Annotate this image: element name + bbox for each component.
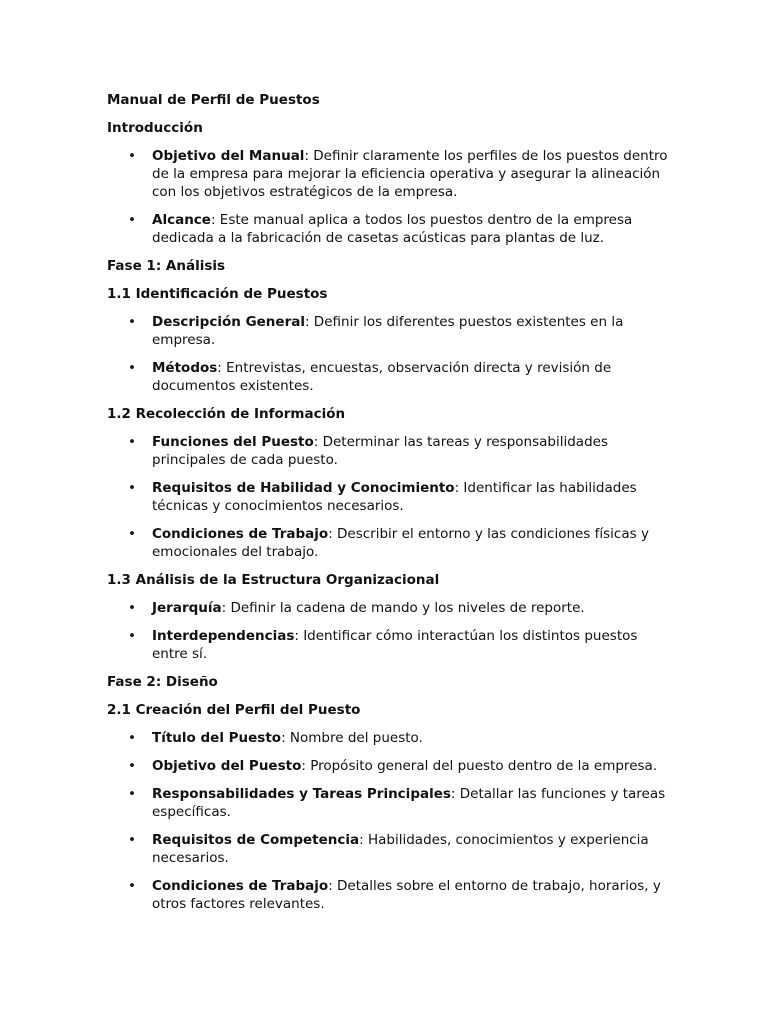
- item-description: : Definir los diferentes puestos existentes en la empresa.: [152, 314, 624, 348]
- item-description: : Identificar cómo interactúan los distintos puestos entre sí.: [152, 628, 638, 662]
- section-heading: Introducción: [107, 120, 203, 136]
- section-heading: Fase 2: Diseño: [107, 674, 218, 690]
- bullet-list: [107, 147, 668, 247]
- document-body: [107, 91, 668, 913]
- section-heading: Fase 1: Análisis: [107, 258, 226, 274]
- item-term: Título del Puesto: [152, 730, 282, 746]
- item-term: Condiciones de Trabajo: [152, 526, 329, 542]
- bullet-icon: •: [128, 480, 136, 496]
- item-description: : Identificar las habilidades técnicas y conocimientos necesarios.: [152, 480, 637, 514]
- bullet-list: [107, 599, 668, 663]
- bullet-icon: •: [128, 758, 136, 774]
- bullet-list: [107, 313, 668, 395]
- section-heading: 1.1 Identificación de Puestos: [107, 286, 328, 302]
- list-item: [107, 313, 668, 349]
- item-description: : Propósito general del puesto dentro de la empresa.: [301, 758, 658, 774]
- item-description: : Definir la cadena de mando y los niveles de reporte.: [221, 600, 585, 616]
- item-description: : Nombre del puesto.: [281, 730, 423, 746]
- item-term: Interdependencias: [152, 628, 295, 644]
- item-description: : Determinar las tareas y responsabilidades principales de cada puesto.: [152, 434, 608, 468]
- item-term: Funciones del Puesto: [152, 434, 314, 450]
- item-term: Condiciones de Trabajo: [152, 878, 329, 894]
- item-term: Requisitos de Habilidad y Conocimiento: [152, 480, 455, 496]
- list-item: [107, 785, 668, 821]
- bullet-icon: •: [128, 314, 136, 330]
- section-heading: 1.3 Análisis de la Estructura Organizacional: [107, 572, 440, 588]
- list-item: [107, 147, 668, 201]
- item-term: Requisitos de Competencia: [152, 832, 360, 848]
- bullet-icon: •: [128, 600, 136, 616]
- list-item: [107, 757, 668, 775]
- item-term: Objetivo del Manual: [152, 148, 305, 164]
- bullet-icon: •: [128, 832, 136, 848]
- item-description: : Describir el entorno y las condiciones físicas y emocionales del trabajo.: [152, 526, 649, 560]
- item-term: Descripción General: [152, 314, 305, 330]
- list-item: [107, 877, 668, 913]
- bullet-icon: •: [128, 628, 136, 644]
- item-description: : Habilidades, conocimientos y experiencia necesarios.: [152, 832, 649, 866]
- list-item: [107, 359, 668, 395]
- bullet-list: [107, 729, 668, 913]
- bullet-icon: •: [128, 360, 136, 376]
- item-description: : Detalles sobre el entorno de trabajo, horarios, y otros factores relevantes.: [152, 878, 661, 912]
- bullet-icon: •: [128, 212, 136, 228]
- list-item: [107, 211, 668, 247]
- item-description: : Este manual aplica a todos los puestos dentro de la empresa dedicada a la fabricación de casetas acústicas para plantas de luz.: [152, 212, 633, 246]
- section-heading: Manual de Perfil de Puestos: [107, 92, 320, 108]
- bullet-icon: •: [128, 878, 136, 894]
- bullet-icon: •: [128, 786, 136, 802]
- list-item: [107, 729, 668, 747]
- item-term: Métodos: [152, 360, 218, 376]
- bullet-list: [107, 433, 668, 561]
- item-term: Objetivo del Puesto: [152, 758, 302, 774]
- item-term: Jerarquía: [152, 600, 222, 616]
- bullet-icon: •: [128, 526, 136, 542]
- bullet-icon: •: [128, 434, 136, 450]
- section-heading: 1.2 Recolección de Información: [107, 406, 346, 422]
- bullet-icon: •: [128, 148, 136, 164]
- item-description: : Detallar las funciones y tareas específicas.: [152, 786, 666, 820]
- item-description: : Definir claramente los perfiles de los puestos dentro de la empresa para mejorar la eficiencia operativa y asegurar la alineación con los objetivos estratégicos de la empresa.: [152, 148, 668, 200]
- item-description: : Entrevistas, encuestas, observación directa y revisión de documentos existentes.: [152, 360, 612, 394]
- section-heading: 2.1 Creación del Perfil del Puesto: [107, 702, 361, 718]
- list-item: [107, 433, 668, 469]
- bullet-icon: •: [128, 730, 136, 746]
- item-term: Responsabilidades y Tareas Principales: [152, 786, 451, 802]
- list-item: [107, 525, 668, 561]
- list-item: [107, 627, 668, 663]
- list-item: [107, 831, 668, 867]
- list-item: [107, 599, 668, 617]
- item-term: Alcance: [152, 212, 211, 228]
- list-item: [107, 479, 668, 515]
